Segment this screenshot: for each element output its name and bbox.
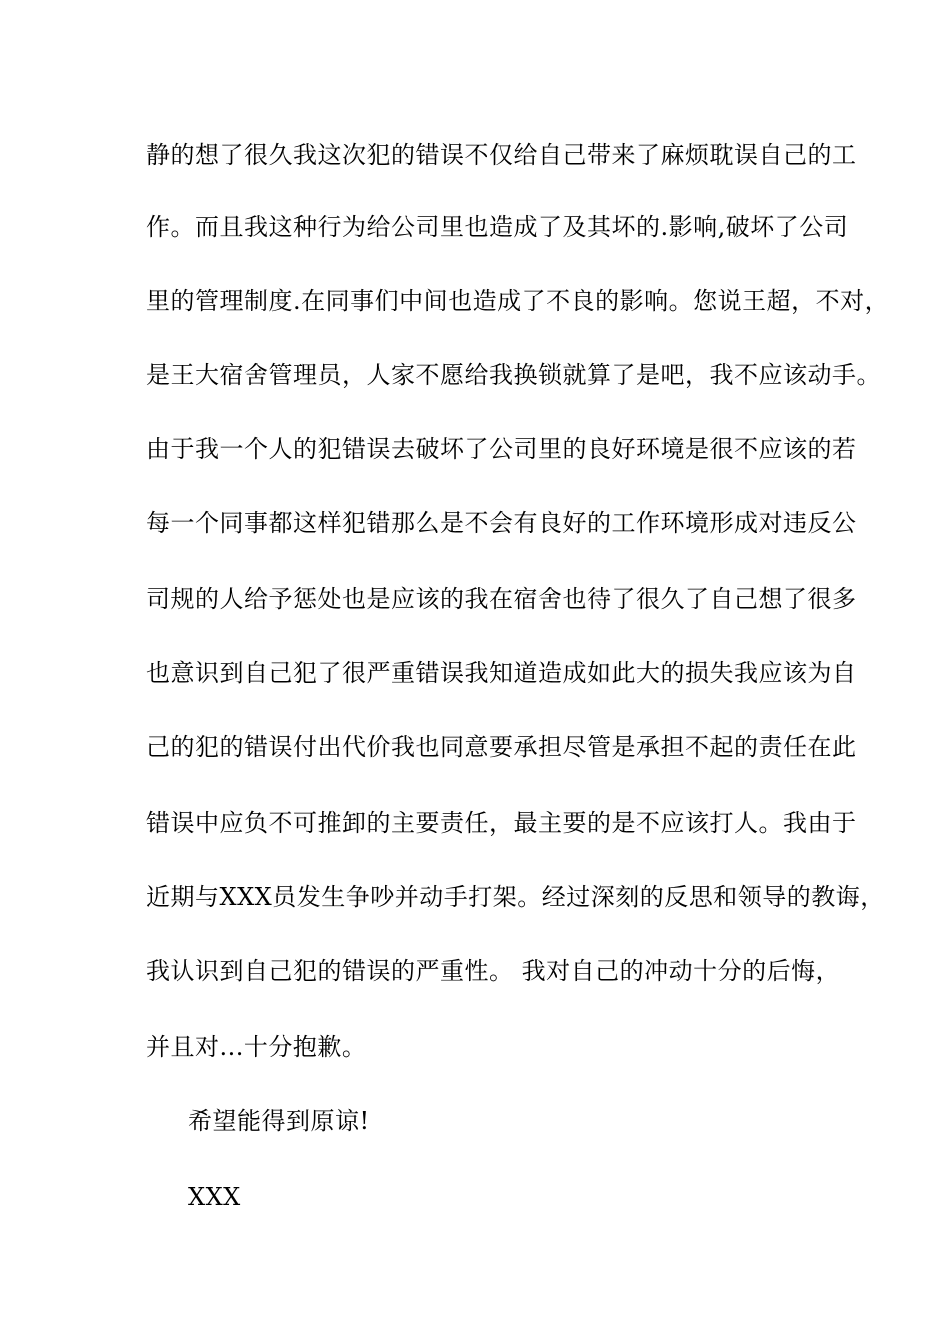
body-line-2: 作。而且我这种行为给公司里也造成了及其坏的.影响,破坏了公司 xyxy=(146,213,849,241)
body-line-6: 每一个同事都这样犯错那么是不会有良好的工作环境形成对违反公 xyxy=(146,509,857,537)
body-line-8: 也意识到自己犯了很严重错误我知道造成如此大的损失我应该为自 xyxy=(146,659,857,687)
body-line-9: 己的犯的错误付出代价我也同意要承担尽管是承担不起的责任在此 xyxy=(146,733,857,761)
body-line-12: 我认识到自己犯的错误的严重性。 我对自己的冲动十分的后悔， xyxy=(146,957,841,985)
body-line-10: 错误中应负不可推卸的主要责任，最主要的是不应该打人。我由于 xyxy=(146,809,857,837)
body-line-4: 是王大宿舍管理员，人家不愿给我换锁就算了是吧，我不应该动手。 xyxy=(146,361,881,389)
closing-line: 希望能得到原谅! xyxy=(188,1107,370,1135)
body-line-3: 里的管理制度.在同事们中间也造成了不良的影响。您说王超，不对， xyxy=(146,287,890,315)
body-line-11: 近期与XXX员发生争吵并动手打架。经过深刻的反思和领导的教诲， xyxy=(146,883,885,911)
body-line-5: 由于我一个人的犯错误去破坏了公司里的良好环境是很不应该的若 xyxy=(146,435,857,463)
body-line-1: 静的想了很久我这次犯的错误不仅给自己带来了麻烦耽误自己的工 xyxy=(146,141,857,169)
body-line-7: 司规的人给予惩处也是应该的我在宿舍也待了很久了自己想了很多 xyxy=(146,585,857,613)
body-line-13: 并且对...十分抱歉。 xyxy=(146,1033,367,1061)
signature: XXX xyxy=(188,1183,241,1211)
